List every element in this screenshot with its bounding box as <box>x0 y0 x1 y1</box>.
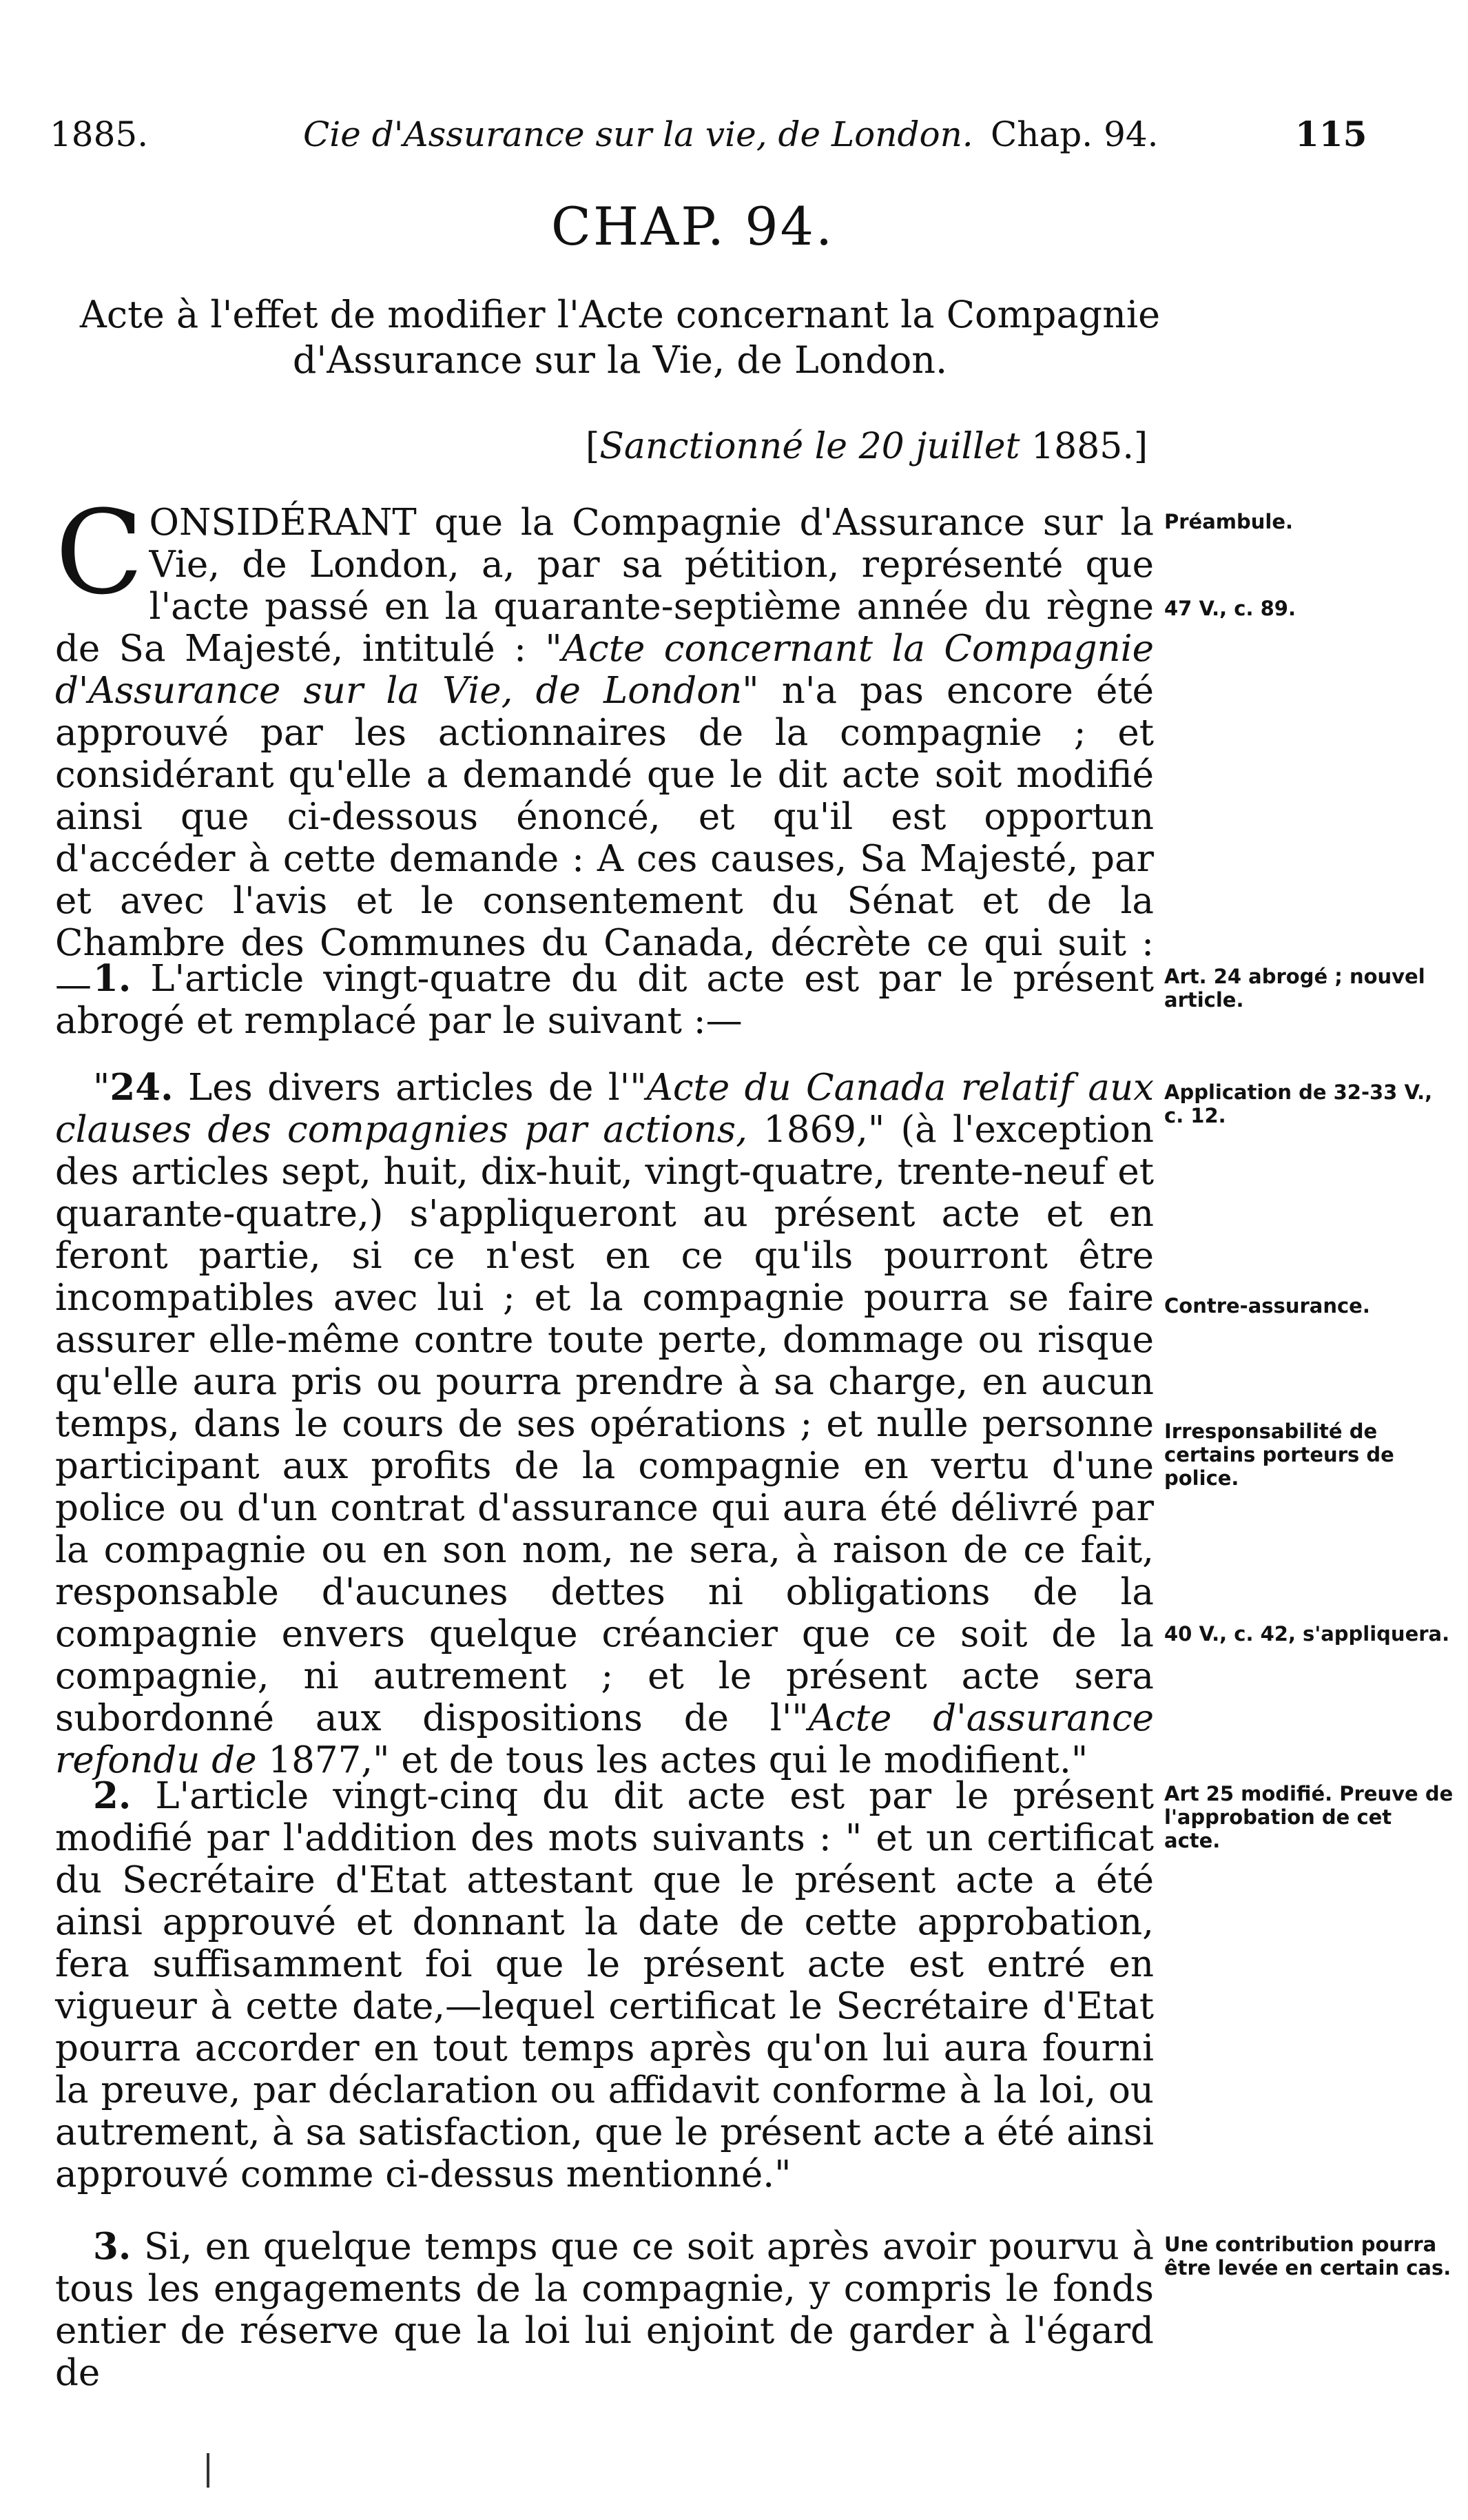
header-chapter: Chap. 94. <box>991 114 1159 154</box>
sanction-label: Sanctionné le <box>599 426 848 467</box>
section-2 <box>55 1775 1154 2195</box>
article-italic-2: "Acte d'assurance refondu de <box>55 1697 1154 1781</box>
open-quote: " <box>93 1067 110 1109</box>
drop-cap: C <box>55 485 144 620</box>
section-1 <box>55 958 1154 1042</box>
act-title: Acte à l'effet de modifier l'Acte concernant la Compagnie d'Assurance sur la Vie, de London. <box>79 293 1161 382</box>
section-number: 3. <box>93 2225 132 2268</box>
chapter-title: CHAP. 94. <box>550 196 835 257</box>
preamble <box>55 485 1154 1006</box>
article-italic-1: "Acte du Canada relatif aux clauses des compagnies par actions, <box>55 1067 1154 1151</box>
margin-note-preambule: Préambule. <box>1164 510 1294 533</box>
article-text-3: 1877," et de tous les actes qui le modifient." <box>256 1739 1088 1781</box>
margin-note-irresponsabilite: Irresponsabilité de certains porteurs de police. <box>1164 1420 1394 1490</box>
section-number: 2. <box>93 1774 132 1817</box>
sanction-line: [Sanctionné le 20 juillet 1885.] <box>586 426 1148 467</box>
page-mark <box>207 2453 209 2488</box>
section-text: L'article vingt-quatre du dit acte est par le présent abrogé et remplacé par le suivant :— <box>55 958 1154 1042</box>
page-number: 115 <box>1295 114 1367 154</box>
margin-note-application: Application de 32-33 V., c. 12. <box>1164 1080 1433 1127</box>
sanction-year: 1885. <box>1031 426 1134 467</box>
header-running-title: Cie d'Assurance sur la vie, de London. <box>303 114 973 154</box>
preamble-quoted-title: "Acte concernant la Compagnie d'Assurance sur la Vie, de London" <box>55 628 1154 712</box>
margin-note-47v: 47 V., c. 89. <box>1164 597 1296 620</box>
header-year: 1885. <box>50 114 149 154</box>
margin-note-art24: Art. 24 abrogé ; nouvel article. <box>1164 965 1425 1012</box>
margin-note-contribution: Une contribution pourra être levée en certain cas. <box>1164 2233 1451 2280</box>
preamble-lead: ONSIDÉRANT <box>149 502 417 544</box>
margin-note-40v: 40 V., c. 42, s'appliquera. <box>1164 1622 1450 1646</box>
article-text-1: Les divers articles de l' <box>173 1067 630 1109</box>
sanction-date: 20 juillet <box>858 426 1020 467</box>
section-text: Si, en quelque temps que ce soit après avoir pourvu à tous les engagements de la compagnie, y compris le fonds entier de réserve que la loi lui enjoint de garder à l'égard de <box>55 2226 1154 2394</box>
section-number: 1. <box>93 957 132 1000</box>
article-24 <box>55 1067 1154 1781</box>
article-text-2: 1869," (à l'exception des articles sept, huit, dix-huit, vingt-quatre, trente-neuf et quarante-quatre,) s'appliqueront au présent acte et en feront partie, si ce n'est en ce qu'ils pourront être incompatibles avec lui ; et la compagnie pourra se faire assurer elle-même contre toute perte, dommage ou risque qu'elle aura pris ou pourra prendre à sa charge, en aucun temps, dans le cours de ses opérations ; et nulle personne participant aux profits de la compagnie en vertu d'une police ou d'un contrat d'assurance qui aura été délivré par la compagnie ou en son nom, ne sera, à raison de ce fait, responsable d'aucunes dettes ni obligations de la compagnie envers quelque créancier que ce soit de la compagnie, ni autrement ; et le présent acte sera subordonné aux dispositions de l' <box>55 1109 1154 1739</box>
section-3 <box>55 2226 1154 2394</box>
margin-note-art25: Art 25 modifié. Preuve de l'approbation de cet acte. <box>1164 1782 1454 1852</box>
section-text: L'article vingt-cinq du dit acte est par le présent modifié par l'addition des mots suivants : " et un certificat du Secrétaire d'Etat attestant que le présent acte a été ainsi approuvé et donnant la date de cette approbation, fera suffisamment foi que le présent acte est entré en vigueur à cette date,—lequel certificat le Secrétaire d'Etat pourra accorder en tout temps après qu'on lui aura fourni la preuve, par déclaration ou affidavit conforme à la loi, ou autrement, à sa satisfaction, que le présent acte a été ainsi approuvé comme ci-dessus mentionné." <box>55 1775 1154 2195</box>
margin-note-contre-assurance: Contre-assurance. <box>1164 1294 1370 1318</box>
preamble-text-2: n'a pas encore été approuvé par les actionnaires de la compagnie ; et considérant qu'elle a demandé que le dit acte soit modifié ainsi que ci-dessous énoncé, et qu'il est opportun d'accéder à cette demande : A ces causes, Sa Majesté, par et avec l'avis et le consentement du Sénat et de la Chambre des Communes du Canada, décrète ce qui suit :— <box>55 670 1154 1006</box>
preamble-text-1: que la Compagnie d'Assurance sur la Vie, de London, a, par sa pétition, représenté que l'acte passé en la quarante-septième année du règne de Sa Majesté, intitulé : <box>55 502 1154 670</box>
article-number: 24. <box>110 1066 174 1109</box>
